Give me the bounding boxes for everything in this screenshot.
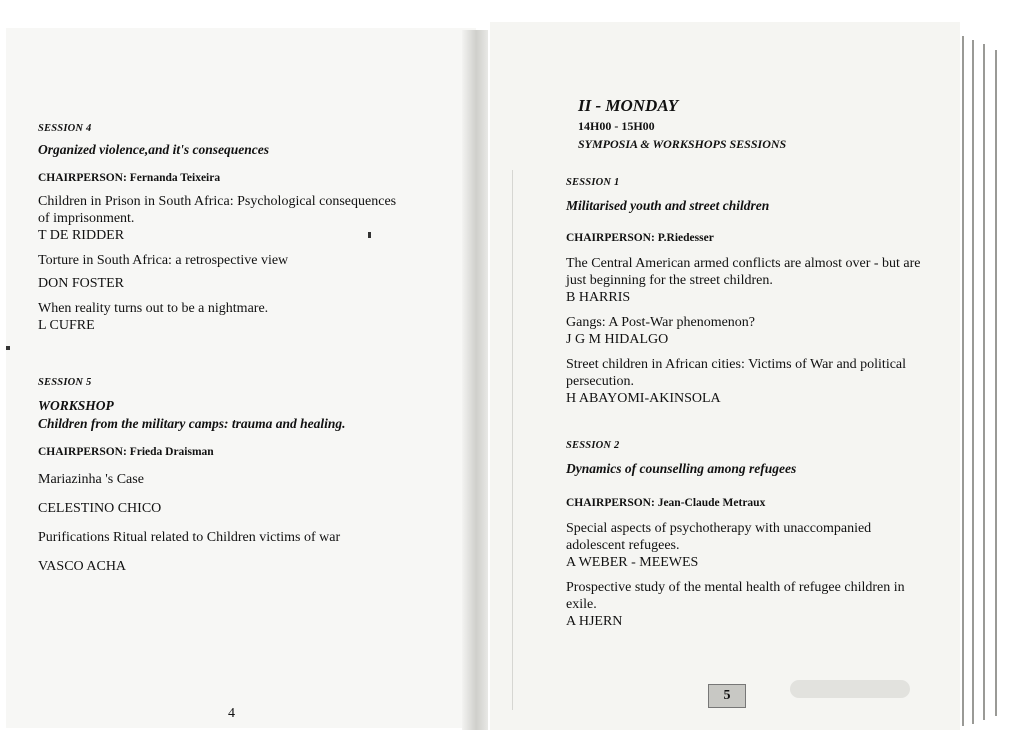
page-edge xyxy=(972,40,974,724)
presentation-author: B HARRIS xyxy=(566,290,631,305)
scan-speck xyxy=(6,346,10,350)
session-title: Children from the military camps: trauma and healing. xyxy=(38,416,346,431)
chairperson-name: Fernanda Teixeira xyxy=(129,172,221,184)
presentation-title: Purifications Ritual related to Children victims of war xyxy=(38,530,341,545)
session-label: SESSION 2 xyxy=(566,440,620,451)
chairperson-label: CHAIRPERSON: xyxy=(566,232,655,244)
right-page-content xyxy=(566,174,956,630)
presentation-author: L CUFRE xyxy=(38,318,95,333)
session-subtitle: WORKSHOP xyxy=(38,398,114,413)
presentation-title: Prospective study of the mental health of refugee children in xyxy=(566,580,905,595)
page-edge xyxy=(995,50,997,716)
presentation xyxy=(38,252,458,292)
day-title: II - MONDAY xyxy=(578,96,679,115)
presentation xyxy=(566,356,956,407)
session-title: Dynamics of counselling among refugees xyxy=(566,461,797,476)
page-edge xyxy=(962,36,964,726)
session-title: Militarised youth and street children xyxy=(566,198,770,213)
presentation-title-cont: persecution. xyxy=(566,374,635,389)
page-number: 4 xyxy=(228,706,235,721)
presentation-title: Street children in African cities: Victims of War and political xyxy=(566,357,907,372)
session-label: SESSION 4 xyxy=(38,123,92,134)
presentation-title: Special aspects of psychotherapy with unaccompanied xyxy=(566,521,872,536)
scan-artifact-line xyxy=(512,170,513,710)
chairperson xyxy=(566,230,956,247)
chairperson xyxy=(566,495,956,512)
presentation-title: When reality turns out to be a nightmare. xyxy=(38,301,269,316)
presentation-author: T DE RIDDER xyxy=(38,228,125,243)
presentation-title: The Central American armed conflicts are almost over - but are xyxy=(566,256,921,271)
left-page-content xyxy=(38,120,458,575)
presentation xyxy=(566,579,956,630)
presentation-title-cont: just beginning for the street children. xyxy=(566,273,773,288)
time-range: 14H00 - 15H00 xyxy=(578,119,655,133)
chairperson-name: Jean-Claude Metraux xyxy=(657,497,766,509)
presentation-title: Gangs: A Post-War phenomenon? xyxy=(566,315,756,330)
chairperson-name: P.Riedesser xyxy=(657,232,714,244)
chairperson-name: Frieda Draisman xyxy=(129,446,214,458)
presentation-author: VASCO ACHA xyxy=(38,559,127,574)
presentation-author: J G M HIDALGO xyxy=(566,332,669,347)
presentation xyxy=(566,255,956,306)
day-header xyxy=(578,96,786,152)
presentation-title-cont: adolescent refugees. xyxy=(566,538,680,553)
chairperson xyxy=(38,444,458,461)
presentation-author: DON FOSTER xyxy=(38,276,124,291)
presentation xyxy=(38,193,458,244)
presentation-author: CELESTINO CHICO xyxy=(38,501,162,516)
presentation-title: Torture in South Africa: a retrospective view xyxy=(38,253,289,268)
session-label: SESSION 1 xyxy=(566,177,620,188)
book-spine xyxy=(462,30,488,730)
page-edge xyxy=(983,44,985,720)
presentation-author: A HJERN xyxy=(566,614,623,629)
chairperson xyxy=(38,170,458,187)
presentation-title: Mariazinha 's Case xyxy=(38,472,144,487)
session-title: Organized violence,and it's consequences xyxy=(38,142,269,157)
presentation xyxy=(566,520,956,571)
presentation xyxy=(566,314,956,348)
presentation-title-cont: exile. xyxy=(566,597,597,612)
presentation-title-cont: of imprisonment. xyxy=(38,211,135,226)
chairperson-label: CHAIRPERSON: xyxy=(38,172,127,184)
chairperson-label: CHAIRPERSON: xyxy=(38,446,127,458)
page-number: 5 xyxy=(708,684,746,708)
presentation-author: H ABAYOMI-AKINSOLA xyxy=(566,391,721,406)
presentation-title: Children in Prison in South Africa: Psychological consequences xyxy=(38,194,397,209)
presentation xyxy=(38,300,458,334)
sessions-heading: SYMPOSIA & WORKSHOPS SESSIONS xyxy=(578,137,787,151)
presentation-author: A WEBER - MEEWES xyxy=(566,555,699,570)
chairperson-label: CHAIRPERSON: xyxy=(566,497,655,509)
scan-blot xyxy=(790,680,910,698)
session-label: SESSION 5 xyxy=(38,377,92,388)
